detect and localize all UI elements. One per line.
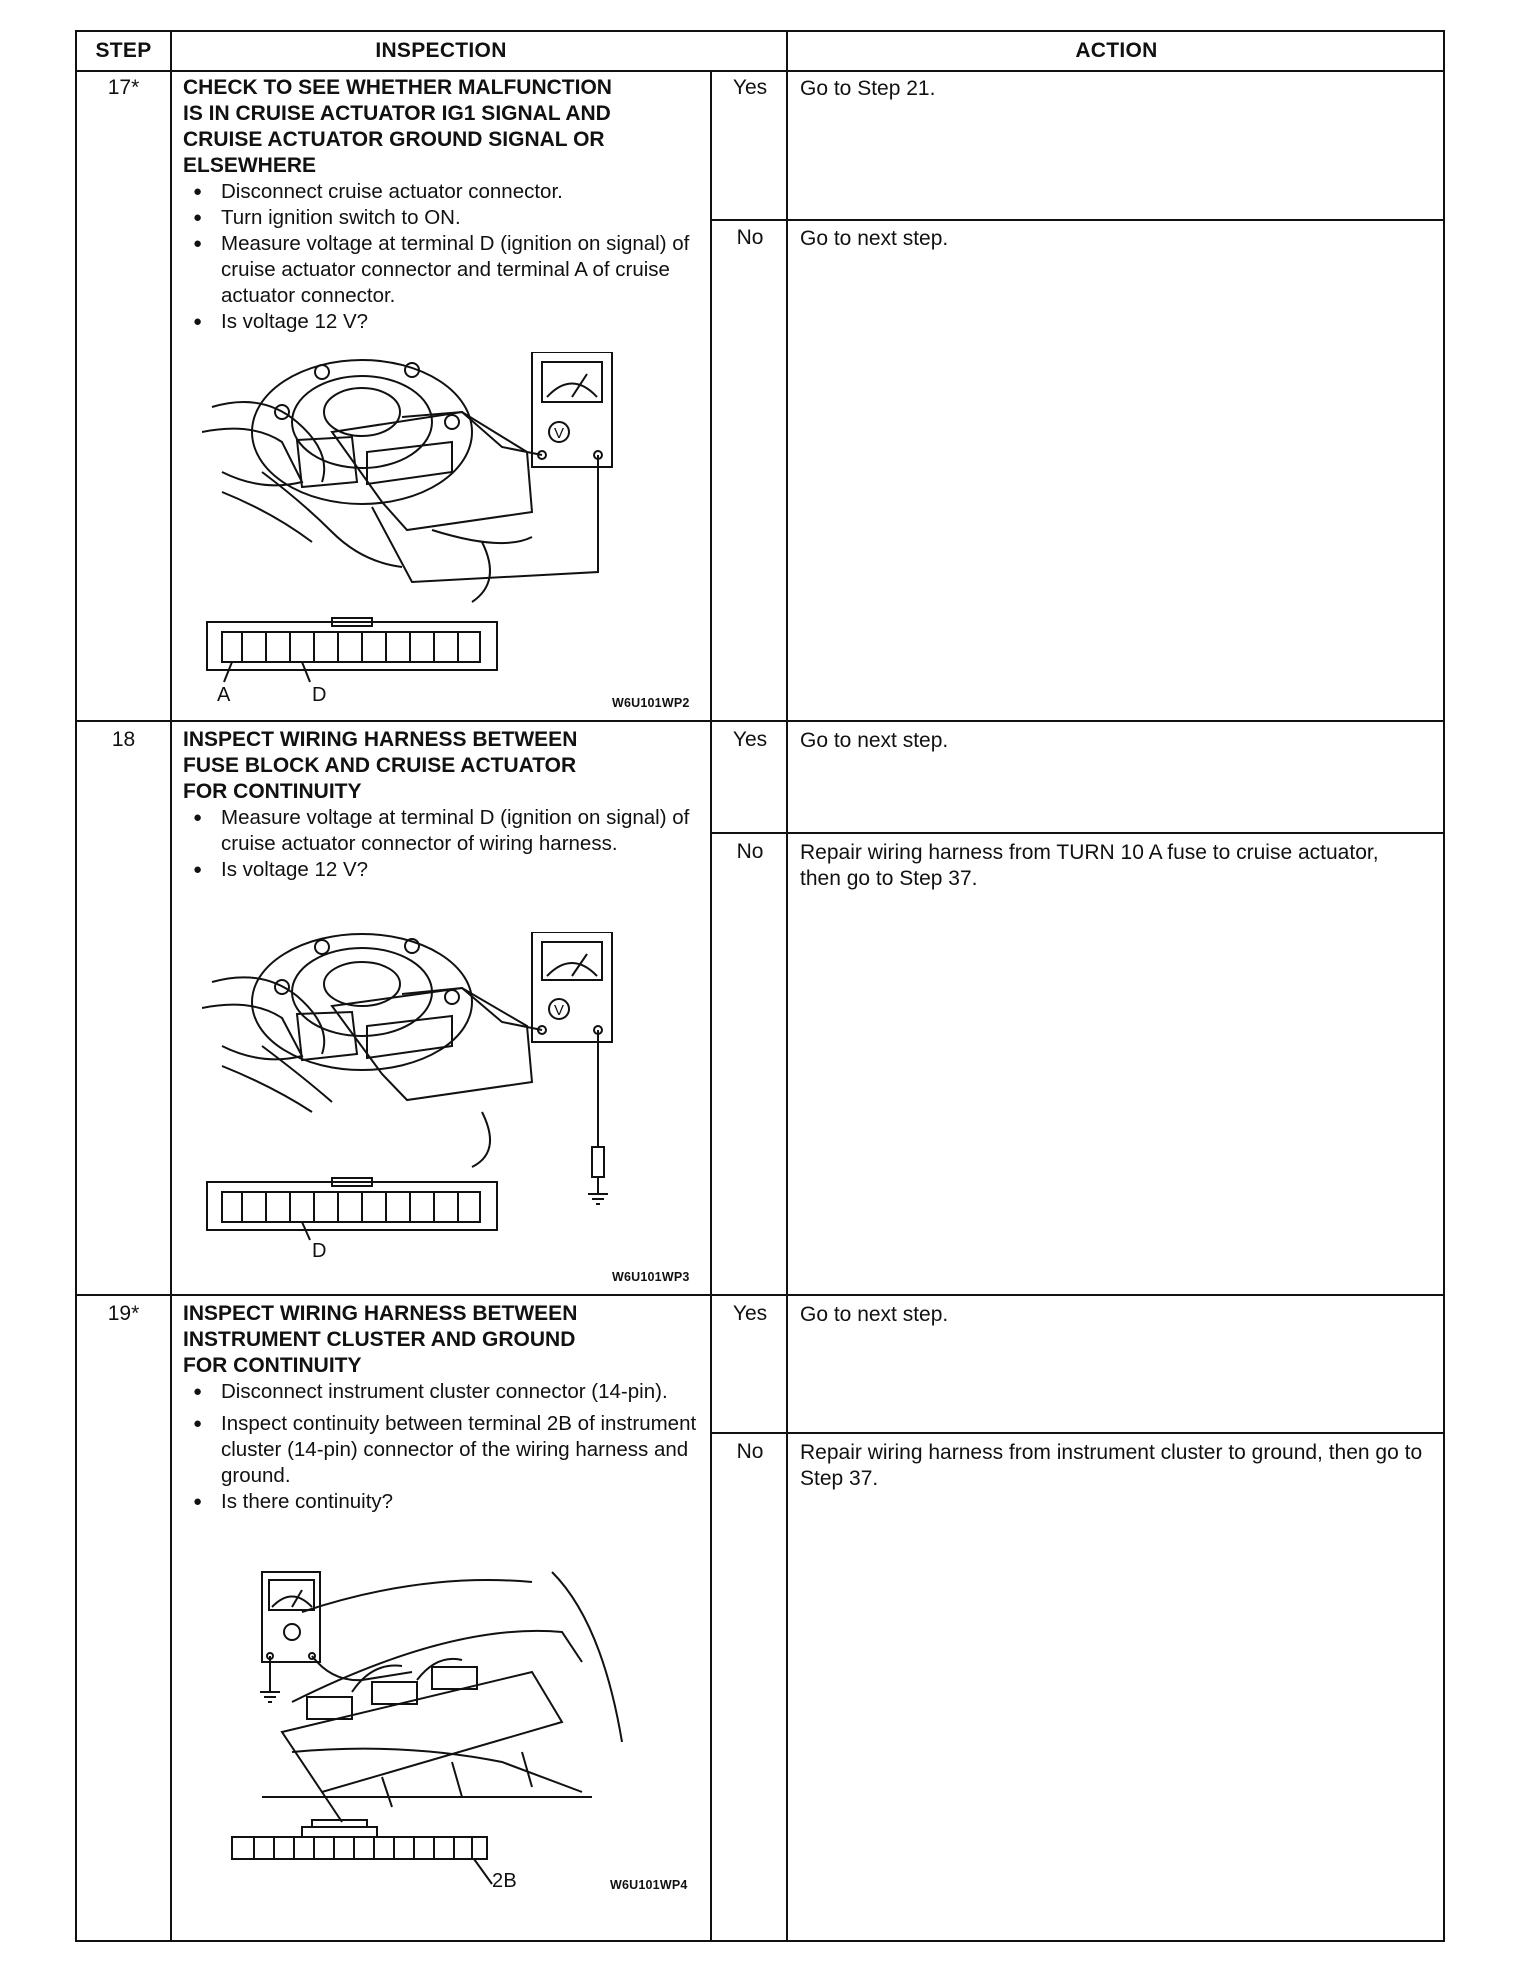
step-number: 18	[111, 728, 136, 751]
step-title	[183, 75, 708, 179]
col-rule-step	[170, 32, 172, 1942]
bullet-item: ● Is voltage 12 V?	[183, 857, 703, 883]
row-18-bottom-rule	[77, 1294, 1445, 1296]
bullet-item: ● Measure voltage at terminal D (ignition on signal) of cruise actuator connector of wiring harness.	[183, 805, 703, 857]
step-title-line: FUSE BLOCK AND CRUISE ACTUATOR	[183, 754, 577, 777]
no-action: Repair wiring harness from TURN 10 A fuse to cruise actuator, then go to Step 37.	[800, 841, 1379, 890]
step-title-line: CRUISE ACTUATOR GROUND SIGNAL OR	[183, 128, 605, 151]
bullet-item: ● Is voltage 12 V?	[183, 309, 703, 335]
step-number: 17*	[107, 76, 140, 99]
yes-label: Yes	[732, 1302, 768, 1325]
step-title-line: FOR CONTINUITY	[183, 1354, 362, 1377]
bullet-item: ● Turn ignition switch to ON.	[183, 205, 703, 231]
no-label: No	[736, 226, 764, 249]
header-rule	[77, 70, 1445, 72]
terminal-label-2b: 2B	[492, 1870, 517, 1892]
step-title-line: IS IN CRUISE ACTUATOR IG1 SIGNAL AND	[183, 102, 611, 125]
header-step: STEP	[95, 39, 152, 62]
step-title-line: CHECK TO SEE WHETHER MALFUNCTION	[183, 76, 612, 99]
voltmeter-harness-illustration	[202, 932, 642, 1262]
bullet-item: ● Is there continuity?	[183, 1489, 703, 1515]
bullet-item: ● Disconnect instrument cluster connector (14-pin).	[183, 1379, 703, 1405]
bullet-item: ● Inspect continuity between terminal 2B of instrument cluster (14-pin) connector of the wiring harness and ground.	[183, 1411, 703, 1489]
yes-action: Go to next step.	[800, 1303, 949, 1326]
step-title-line: INSPECT WIRING HARNESS BETWEEN	[183, 1302, 578, 1325]
header-inspection: INSPECTION	[375, 39, 507, 62]
inspection-bullets	[183, 179, 703, 335]
terminal-label-d: D	[312, 684, 327, 706]
ohmmeter-cluster-illustration	[202, 1562, 642, 1922]
step-title-line: INSPECT WIRING HARNESS BETWEEN	[183, 728, 578, 751]
no-label: No	[736, 1440, 764, 1463]
yes-action: Go to next step.	[800, 729, 949, 752]
step-number: 19*	[107, 1302, 140, 1325]
step-title	[183, 727, 708, 805]
yes-action: Go to Step 21.	[800, 77, 936, 100]
step-title-line: INSTRUMENT CLUSTER AND GROUND	[183, 1328, 576, 1351]
step-title-line: FOR CONTINUITY	[183, 780, 362, 803]
no-action: Repair wiring harness from instrument cluster to ground, then go to Step 37.	[800, 1441, 1423, 1490]
no-action: Go to next step.	[800, 227, 949, 250]
inspection-bullets	[183, 1379, 703, 1515]
step-title	[183, 1301, 708, 1379]
terminal-label-a: A	[217, 684, 231, 706]
row-17-bottom-rule	[77, 720, 1445, 722]
figure-code: W6U101WP4	[610, 1878, 688, 1892]
row-19-split-rule	[710, 1432, 1445, 1434]
voltmeter-actuator-illustration	[202, 352, 642, 712]
no-label: No	[736, 840, 764, 863]
row-17-split-rule	[710, 219, 1445, 221]
yes-label: Yes	[732, 76, 768, 99]
bullet-item: ● Disconnect cruise actuator connector.	[183, 179, 703, 205]
figure-code: W6U101WP2	[612, 696, 690, 710]
header-action: ACTION	[1075, 39, 1158, 62]
figure-code: W6U101WP3	[612, 1270, 690, 1284]
svg-text:V: V	[554, 425, 565, 442]
step-title-line: ELSEWHERE	[183, 154, 317, 177]
col-rule-yesno	[710, 70, 712, 1942]
svg-text:V: V	[554, 1002, 565, 1019]
col-rule-action	[786, 32, 788, 1942]
inspection-bullets	[183, 805, 703, 883]
diagnostic-table	[75, 30, 1445, 1942]
row-18-split-rule	[710, 832, 1445, 834]
yes-label: Yes	[732, 728, 768, 751]
bullet-item: ● Measure voltage at terminal D (ignition on signal) of cruise actuator connector and terminal A of cruise actuator connector.	[183, 231, 703, 309]
terminal-label-d: D	[312, 1240, 327, 1262]
